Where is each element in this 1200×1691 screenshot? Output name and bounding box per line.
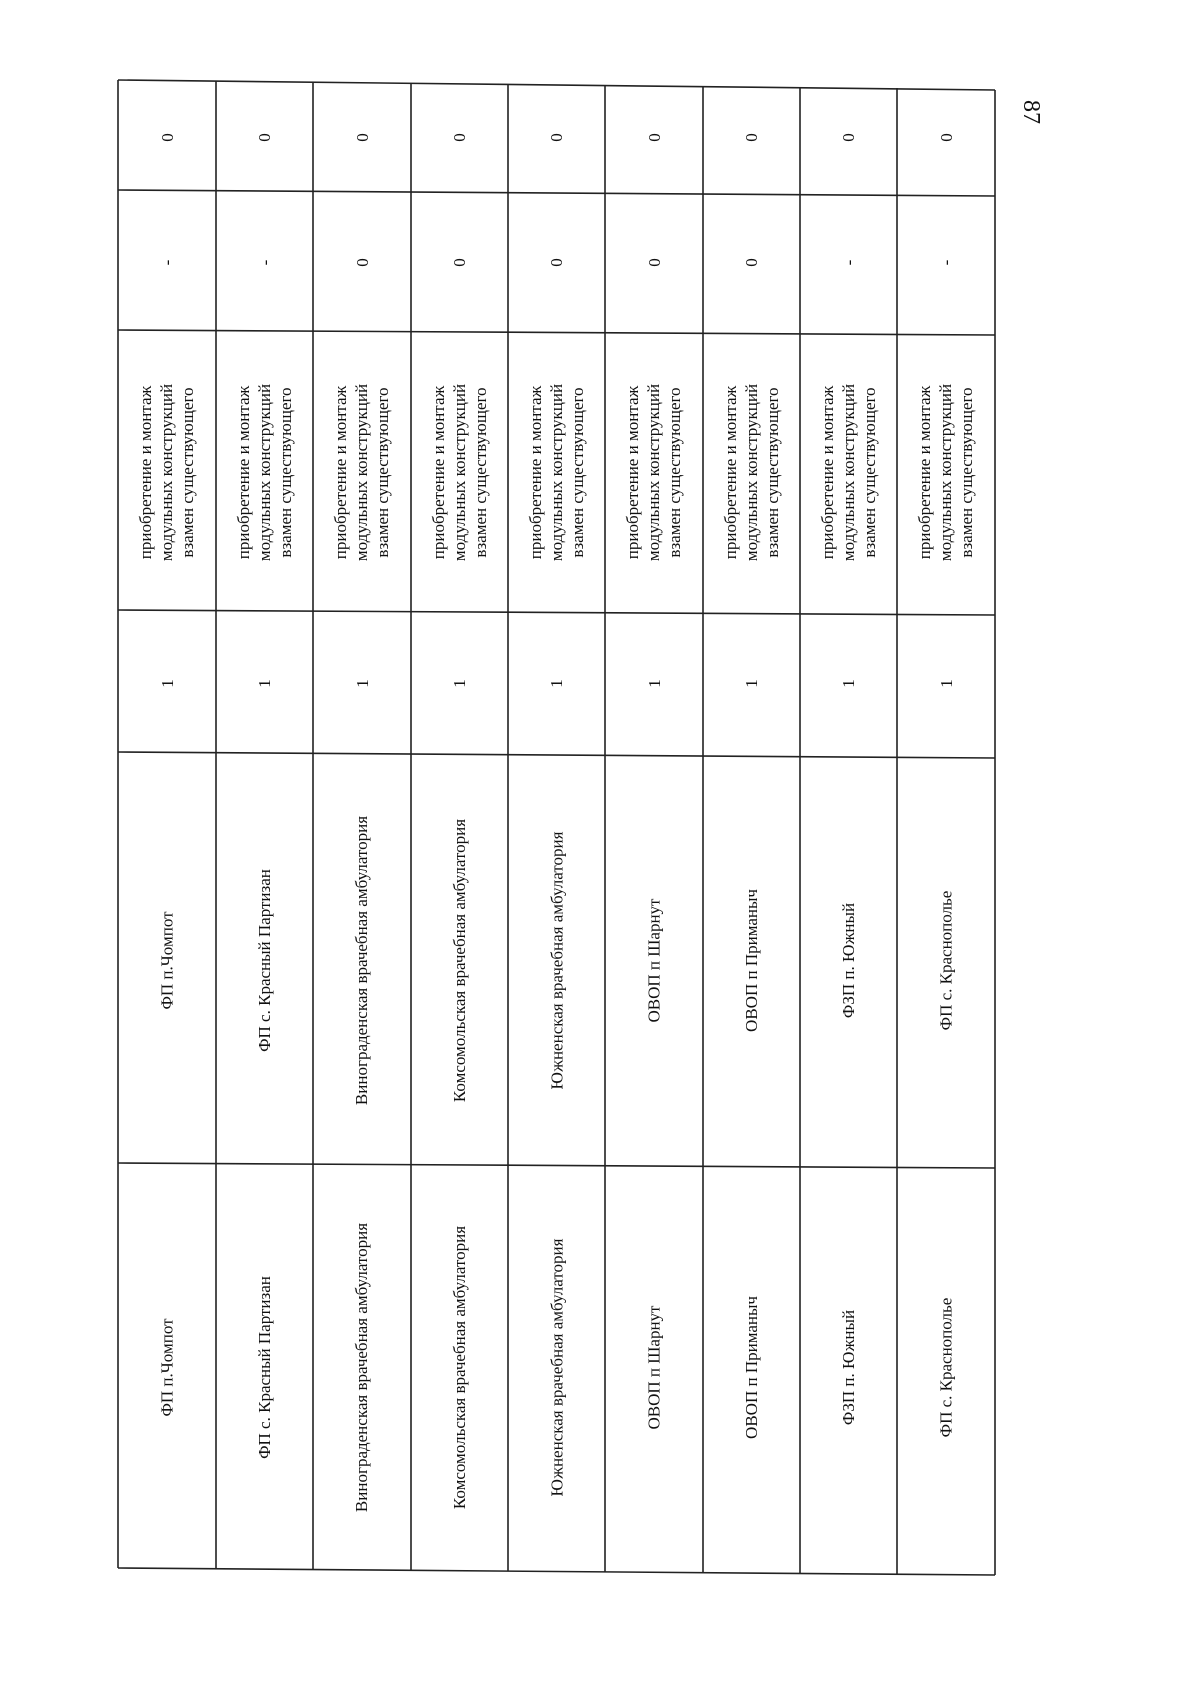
cell-text-qty: 1 [157, 679, 177, 688]
cell-text-col1: Комсомольская врачебная амбулатория [450, 1225, 470, 1510]
cell-text-action [623, 383, 686, 560]
cell-text-action [136, 383, 199, 560]
action-line: модульных конструкций [742, 383, 761, 561]
action-line: модульных конструкций [547, 383, 566, 561]
table-cell-col2 [605, 755, 703, 1165]
cell-text-qty: 1 [644, 679, 664, 688]
cell-text-action [525, 383, 588, 560]
table-cell-col6 [703, 82, 800, 192]
cell-text-col5: 0 [352, 257, 372, 267]
action-line: взамен существующего [665, 386, 685, 558]
cell-text-qty: 1 [450, 679, 469, 688]
table-cell-col6 [508, 82, 605, 192]
action-line: взамен существующего [276, 386, 295, 558]
cell-text-col5: - [936, 259, 956, 265]
table-cell-col6 [118, 82, 216, 192]
cell-text-col2: ФП с. Краснополье [936, 890, 956, 1030]
cell-text-qty: 1 [936, 679, 956, 688]
cell-text-col1: Винограденская врачебная амбулатория [352, 1222, 372, 1513]
table-cell-col2 [897, 755, 995, 1165]
action-line: взамен существующего [860, 386, 879, 558]
table-cell-col5 [508, 192, 605, 332]
cell-text-action [817, 383, 880, 560]
cell-text-col2: ФЗП п. Южный [839, 902, 858, 1018]
table-cell-action [605, 332, 703, 612]
table-cell-qty [703, 612, 800, 755]
cell-text-action [428, 383, 491, 560]
action-line: взамен существующего [373, 386, 393, 558]
table-cell-qty [216, 612, 313, 755]
table-cell-col1 [897, 1165, 995, 1570]
action-line: приобретение и монтаж [234, 385, 253, 559]
cell-text-col1: ФП с. Красный Партизан [255, 1276, 275, 1459]
table-cell-col5 [313, 192, 411, 332]
table-cell-col5 [411, 192, 508, 332]
table-cell-qty [897, 612, 995, 755]
table-cell-qty [800, 612, 897, 755]
table-cell-action [897, 332, 995, 612]
action-line: модульных конструкций [255, 383, 274, 561]
table-cell-col5 [605, 192, 703, 332]
table-cell-col1 [703, 1165, 800, 1570]
table-cell-qty [313, 612, 411, 755]
cell-text-qty: 1 [255, 679, 274, 688]
table-cell-col2 [411, 755, 508, 1165]
action-line: приобретение и монтаж [915, 385, 935, 559]
table-cell-qty [508, 612, 605, 755]
table-cell-col1 [216, 1165, 313, 1570]
action-line: модульных конструкций [352, 383, 372, 561]
cell-text-col5: - [838, 259, 858, 265]
action-line: модульных конструкций [936, 383, 956, 561]
action-line: приобретение и монтаж [623, 385, 643, 559]
table-cell-col5 [118, 192, 216, 332]
action-line: модульных конструкций [450, 383, 469, 561]
cell-text-col6: 0 [255, 132, 274, 142]
table-cell-col1 [118, 1165, 216, 1570]
table-cell-qty [411, 612, 508, 755]
cell-text-col6: 0 [157, 132, 177, 142]
cell-text-col2: ОВОП п Приманыч [742, 888, 761, 1032]
table-cell-col2 [703, 755, 800, 1165]
cell-text-col6: 0 [547, 132, 566, 142]
cell-text-col2: Комсомольская врачебная амбулатория [450, 818, 470, 1102]
action-line: модульных конструкций [157, 383, 177, 561]
cell-text-col2: Винограденская врачебная амбулатория [352, 815, 372, 1105]
action-line: взамен существующего [957, 386, 977, 558]
table-cell-col1 [800, 1165, 897, 1570]
cell-text-col5: 0 [450, 257, 469, 267]
action-line: модульных конструкций [839, 383, 858, 561]
cell-text-col6: 0 [839, 132, 858, 142]
table-cell-col2 [800, 755, 897, 1165]
table-cell-action [118, 332, 216, 612]
table-cell-col1 [508, 1165, 605, 1570]
cell-text-col5: 0 [644, 257, 664, 267]
cell-text-action [915, 383, 978, 560]
cell-text-action [233, 383, 296, 560]
cell-text-col1: ОВОП п Приманыч [742, 1296, 761, 1439]
table-cell-col6 [897, 82, 995, 192]
cell-text-col5: 0 [547, 257, 566, 267]
cell-text-col6: 0 [644, 132, 664, 142]
cell-text-qty: 1 [839, 679, 858, 688]
action-line: приобретение и монтаж [429, 385, 448, 559]
table-cell-col6 [605, 82, 703, 192]
table-cell-col6 [216, 82, 313, 192]
table-cell-col5 [703, 192, 800, 332]
table-cell-col1 [605, 1165, 703, 1570]
table-cell-col2 [216, 755, 313, 1165]
table-cell-col6 [800, 82, 897, 192]
table-cell-col2 [313, 755, 411, 1165]
action-line: взамен существующего [178, 386, 198, 558]
cell-text-qty: 1 [742, 679, 761, 688]
cell-text-col5: - [157, 259, 177, 265]
action-line: модульных конструкций [644, 383, 664, 561]
page-number: 87 [1018, 100, 1044, 124]
table-cell-col5 [800, 192, 897, 332]
table-cell-action [313, 332, 411, 612]
cell-text-col2: ОВОП п Шарнут [644, 898, 664, 1022]
cell-text-col6: 0 [450, 132, 469, 142]
table-cell-qty [605, 612, 703, 755]
table-cell-col2 [118, 755, 216, 1165]
action-line: взамен существующего [568, 386, 587, 558]
cell-text-col5: - [254, 259, 274, 265]
table-cell-col2 [508, 755, 605, 1165]
action-line: взамен существующего [471, 386, 490, 558]
cell-text-col6: 0 [742, 132, 761, 142]
cell-text-col2: ФП п.Чомпот [157, 910, 177, 1010]
cell-text-col2: ФП с. Красный Партизан [255, 868, 275, 1052]
action-line: приобретение и монтаж [526, 385, 545, 559]
cell-text-qty: 1 [547, 679, 566, 688]
cell-text-col1: ФП с. Краснополье [936, 1297, 956, 1438]
action-line: приобретение и монтаж [721, 385, 740, 559]
cell-text-action [720, 383, 783, 560]
cell-text-col1: ФП п.Чомпот [157, 1318, 177, 1417]
table-cell-action [800, 332, 897, 612]
cell-text-col1: ФЗП п. Южный [839, 1309, 858, 1426]
table-cell-col5 [897, 192, 995, 332]
table-cell-qty [118, 612, 216, 755]
cell-text-col5: 0 [742, 257, 761, 267]
cell-text-col1: ОВОП п Шарнут [644, 1305, 664, 1430]
action-line: приобретение и монтаж [136, 385, 156, 559]
table-cell-action [411, 332, 508, 612]
cell-text-col1: Южненская врачебная амбулатория [547, 1238, 567, 1497]
table-cell-col6 [411, 82, 508, 192]
table-cell-col6 [313, 82, 411, 192]
table-cell-action [508, 332, 605, 612]
action-line: взамен существующего [763, 386, 782, 558]
cell-text-qty: 1 [352, 679, 372, 688]
cell-text-action [331, 383, 394, 560]
cell-text-col6: 0 [936, 132, 956, 142]
action-line: приобретение и монтаж [818, 385, 837, 559]
table-cell-action [216, 332, 313, 612]
cell-text-col2: Южненская врачебная амбулатория [547, 831, 567, 1089]
table-cell-col1 [411, 1165, 508, 1570]
table-cell-col1 [313, 1165, 411, 1570]
action-line: приобретение и монтаж [331, 385, 351, 559]
table-cell-action [703, 332, 800, 612]
table-cell-col5 [216, 192, 313, 332]
cell-text-col6: 0 [352, 132, 372, 142]
